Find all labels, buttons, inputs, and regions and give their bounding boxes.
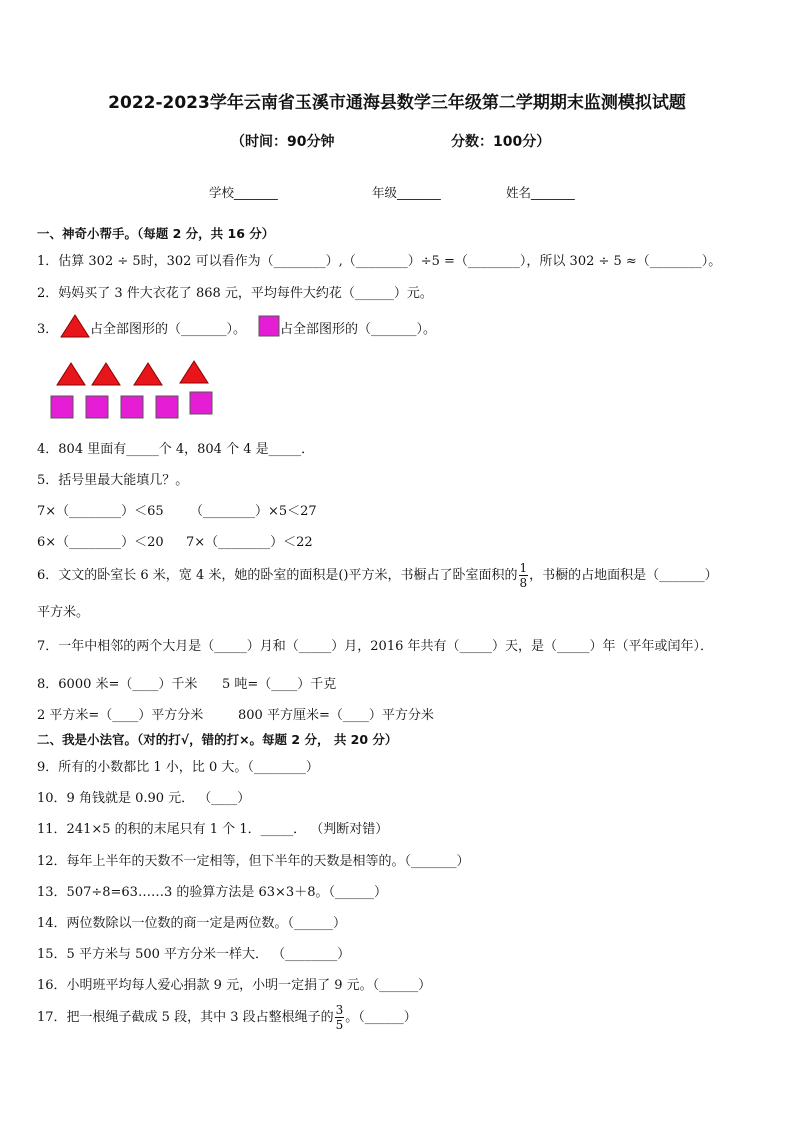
figure-triangle: [91, 362, 121, 386]
question-5-d: 7×（________）＜22: [186, 535, 313, 550]
question-15: 15．5 平方米与 500 平方分米一样大． （________）: [37, 947, 351, 962]
total-score: 分数：100分）: [451, 134, 551, 150]
question-5-b: （________）×5＜27: [190, 504, 317, 519]
question-6-unit: 平方米。: [37, 605, 90, 620]
question-16: 16．小明班平均每人爱心捐款 9 元，小明一定捐了 9 元。（______）: [37, 978, 432, 993]
question-12: 12．每年上半年的天数不一定相等，但下半年的天数是相等的。（_______）: [37, 854, 470, 869]
fraction-numerator: 3: [335, 1003, 344, 1017]
figure-triangle: [133, 362, 163, 386]
triangle-icon: [60, 314, 90, 338]
question-3-square-text: 占全部图形的（_______）。: [280, 322, 437, 337]
square-icon: [258, 315, 280, 337]
question-9: 9．所有的小数都比 1 小，比 0 大。（________）: [37, 760, 319, 775]
question-5-a: 7×（________）＜65: [37, 504, 164, 519]
exam-title: 2022-2023学年云南省玉溪市通海县数学三年级第二学期期末监测模拟试题: [108, 93, 686, 113]
figure-square: [120, 395, 144, 419]
figure-triangle: [56, 362, 86, 386]
question-6-text: 6．文文的卧室长 6 米，宽 4 米，她的卧室的面积是()平方米，书橱占了卧室面积的: [37, 568, 518, 583]
question-4: 4．804 里面有_____个 4，804 个 4 是_____．: [37, 442, 315, 457]
fraction-denominator: 8: [519, 576, 528, 590]
fraction-one-eighth: [519, 562, 529, 589]
question-5-c: 6×（________）＜20: [37, 535, 164, 550]
school-field: 学校_______: [209, 185, 278, 200]
name-field: 姓名_______: [506, 185, 575, 200]
question-11: 11．241×5 的积的末尾只有 1 个 1．_____． （判断对错）: [37, 822, 389, 837]
question-3-triangle-text: 占全部图形的（_______）。: [90, 322, 247, 337]
question-8-d: 800 平方厘米=（____）平方分米: [238, 708, 434, 723]
question-1: 1．估算 302 ÷ 5时，302 可以看作为（________）,（________）÷5 =（________），所以 302 ÷ 5 ≈（________）。: [37, 254, 722, 269]
figure-square: [189, 391, 213, 415]
figure-square: [50, 395, 74, 419]
figure-square: [155, 395, 179, 419]
question-14: 14．两位数除以一位数的商一定是两位数。（______）: [37, 916, 347, 931]
question-10: 10．9 角钱就是 0.90 元． （____）: [37, 791, 251, 806]
fraction-denominator: 5: [335, 1018, 344, 1032]
question-3-number: 3．: [37, 322, 59, 337]
question-13: 13．507÷8=63……3 的验算方法是 63×3＋8。（______）: [37, 885, 387, 900]
figure-triangle: [179, 360, 209, 384]
fraction-numerator: 1: [519, 561, 528, 575]
section-2-heading: 二、我是小法官。（对的打√，错的打×。每题 2 分， 共 20 分）: [37, 732, 398, 747]
figure-square: [85, 395, 109, 419]
question-8-b: 5 吨=（____）千克: [222, 677, 337, 692]
fraction-three-fifths: [335, 1004, 345, 1031]
grade-field: 年级_______: [372, 185, 441, 200]
question-17-text: 17．把一根绳子截成 5 段，其中 3 段占整根绳子的: [37, 1010, 334, 1025]
question-6: [37, 562, 718, 590]
question-5: 5．括号里最大能填几？。: [37, 473, 189, 488]
question-17-text-end: 。（______）: [345, 1010, 417, 1025]
question-7: 7．一年中相邻的两个大月是（_____）月和（_____）月，2016 年共有（_____）天，是（_____）年（平年或闰年）．: [37, 639, 713, 654]
question-2: 2．妈妈买了 3 件大衣花了 868 元，平均每件大约花（______）元。: [37, 286, 433, 301]
question-17: [37, 1004, 417, 1032]
time-limit: （时间：90分钟: [231, 134, 335, 150]
question-8-a: 8．6000 米=（____）千米: [37, 677, 198, 692]
question-6-text-end: ，书橱的占地面积是（_______）: [529, 568, 718, 583]
section-1-heading: 一、神奇小帮手。（每题 2 分，共 16 分）: [37, 226, 275, 241]
question-8-c: 2 平方米=（____）平方分米: [37, 708, 204, 723]
